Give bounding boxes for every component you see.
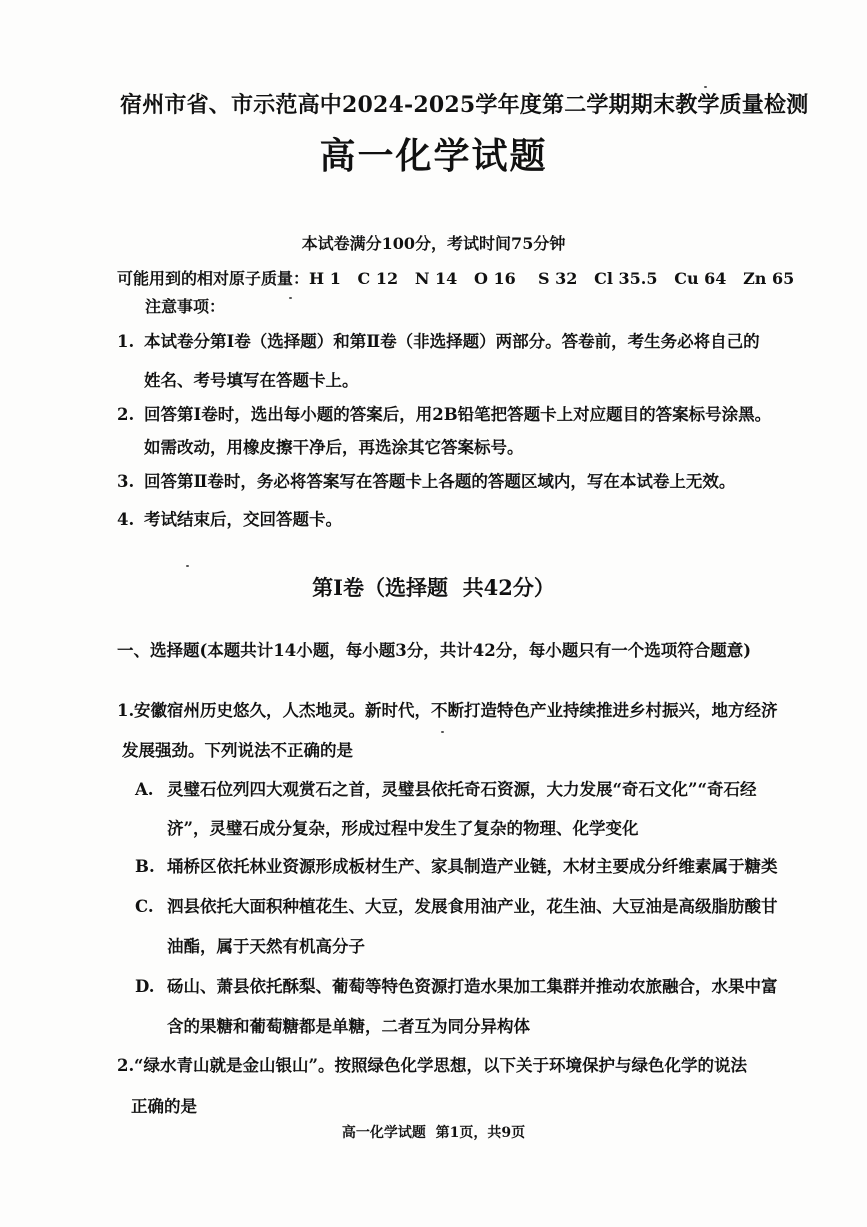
note-2-text: 回答第Ⅰ卷时，选出每小题的答案后，用2B铅笔把答题卡上对应题目的答案标号涂黑。 [144,405,772,424]
option-a-text: 灵璧石位列四大观赏石之首，灵璧县依托奇石资源，大力发展“奇石文化”“奇石经 [167,780,757,799]
scan-speck [704,86,707,88]
option-a-line-1 [135,776,756,800]
question-2-number: 2. [117,1056,135,1075]
note-3-number: 3. [117,472,135,491]
option-a-line-2: 济”，灵璧石成分复杂，形成过程中发生了复杂的物理、化学变化 [167,819,639,838]
question-2-stem-line-2: 正确的是 [131,1097,197,1116]
page-title: 高一化学试题 [319,135,548,177]
atomic-mass-line: 可能用到的相对原子质量：H 1 C 12 N 14 O 16 S 32 Cl 35.5 Cu 64 Zn 65 [117,269,795,288]
exam-header-line: 宿州市省、市示范高中2024-2025学年度第二学期期末教学质量检测 [120,92,809,118]
question-1-stem-line-2: 发展强劲。下列说法不正确的是 [122,741,353,760]
question-2-stem-line-1 [117,1052,747,1076]
note-1-text: 本试卷分第Ⅰ卷（选择题）和第Ⅱ卷（非选择题）两部分。答卷前，考生务必将自己的 [144,332,760,351]
question-1-stem-line-1 [117,697,778,721]
question-1-stem-text: 安徽宿州历史悠久，人杰地灵。新时代，不断打造特色产业持续推进乡村振兴，地方经济 [134,701,778,720]
question-1-number: 1. [117,701,135,720]
scan-speck [289,297,292,299]
note-1-line-2: 姓名、考号填写在答题卡上。 [144,371,359,390]
section-intro: 一、选择题(本题共计14小题，每小题3分，共计42分，每小题只有一个选项符合题意) [117,641,752,660]
option-b-label: B. [135,857,155,876]
note-4-text: 考试结束后，交回答题卡。 [144,510,342,529]
option-d-label: D. [135,977,155,996]
score-time-info: 本试卷满分100分，考试时间75分钟 [301,234,566,253]
note-2-line-2: 如需改动，用橡皮擦干净后，再选涂其它答案标号。 [144,438,524,457]
note-2-line-1 [117,401,771,425]
note-2-number: 2. [117,405,135,424]
option-b-text: 埇桥区依托林业资源形成板材生产、家具制造产业链，木材主要成分纤维素属于糖类 [167,857,778,876]
option-c-line-2: 油酯，属于天然有机高分子 [167,937,365,956]
option-d-line-1 [135,973,778,997]
option-c-line-1 [135,893,778,917]
note-1-number: 1. [117,332,135,351]
option-d-text: 砀山、萧县依托酥梨、葡萄等特色资源打造水果加工集群并推动农旅融合，水果中富 [167,977,778,996]
note-1-line-1 [117,328,760,352]
scan-speck [186,565,189,567]
option-d-line-2: 含的果糖和葡萄糖都是单糖，二者互为同分异构体 [167,1017,530,1036]
option-a-label: A. [135,780,154,799]
option-c-label: C. [135,897,154,916]
option-b-line-1 [135,853,778,877]
page-footer: 高一化学试题 第1页，共9页 [341,1125,526,1141]
note-3-text: 回答第Ⅱ卷时，务必将答案写在答题卡上各题的答题区域内，写在本试卷上无效。 [144,472,736,491]
option-c-text: 泗县依托大面积种植花生、大豆，发展食用油产业，花生油、大豆油是高级脂肪酸甘 [167,897,778,916]
section-title: 第Ⅰ卷（选择题 共42分） [312,575,555,600]
note-4-number: 4. [117,510,135,529]
scan-speck [441,731,444,733]
note-3-line-1 [117,468,735,492]
note-4-line-1 [117,506,342,530]
notes-heading: 注意事项： [145,297,226,316]
question-2-stem-text: “绿水青山就是金山银山”。按照绿色化学思想，以下关于环境保护与绿色化学的说法 [134,1056,747,1075]
